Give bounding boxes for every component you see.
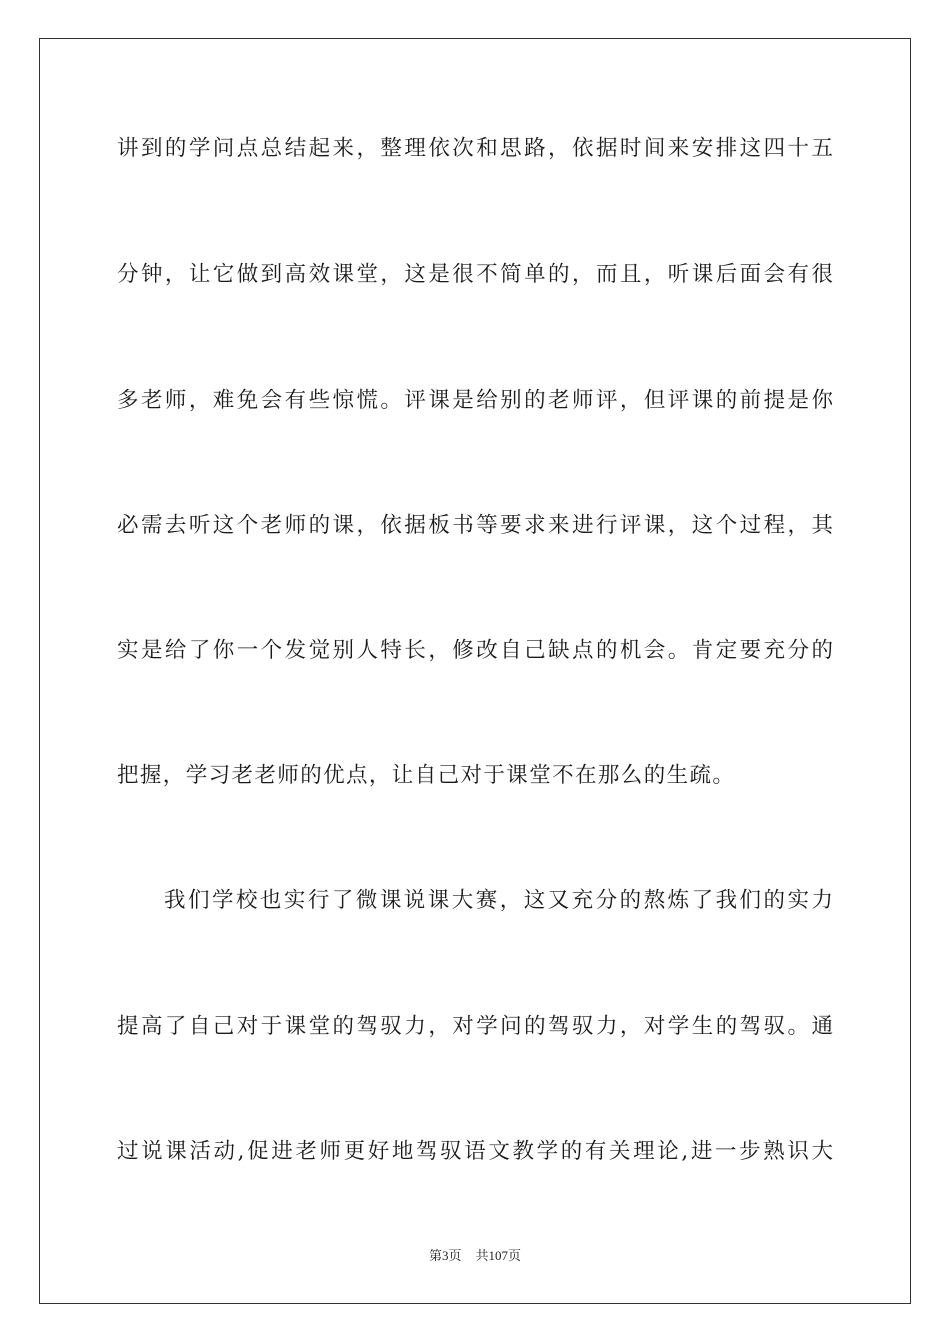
body-text-line: 分钟，让它做到高效课堂，这是很不简单的，而且，听课后面会有很 — [117, 262, 833, 287]
body-text-line: 讲到的学问点总结起来，整理依次和思路，依据时间来安排这四十五 — [117, 136, 833, 161]
body-text-line: 过说课活动,促进老师更好地驾驭语文教学的有关理论,进一步熟识大 — [117, 1139, 833, 1164]
paragraph-first-line: 我们学校也实行了微课说课大赛，这又充分的熬炼了我们的实力 — [164, 888, 833, 913]
total-pages: 共107页 — [475, 1248, 522, 1263]
body-text-line: 多老师，难免会有些惊慌。评课是给别的老师评，但评课的前提是你 — [117, 388, 833, 413]
body-text-line: 实是给了你一个发觉别人特长，修改自己缺点的机会。肯定要充分的 — [117, 638, 833, 663]
body-text-line: 提高了自己对于课堂的驾驭力，对学问的驾驭力，对学生的驾驭。通 — [117, 1014, 833, 1039]
body-text-line: 必需去听这个老师的课，依据板书等要求来进行评课，这个过程，其 — [117, 513, 833, 538]
body-text-line: 把握，学习老老师的优点，让自己对于课堂不在那么的生疏。 — [117, 763, 736, 788]
page-number: 第3页 — [428, 1248, 462, 1263]
page-border — [39, 38, 911, 1304]
page-footer — [0, 1247, 950, 1265]
